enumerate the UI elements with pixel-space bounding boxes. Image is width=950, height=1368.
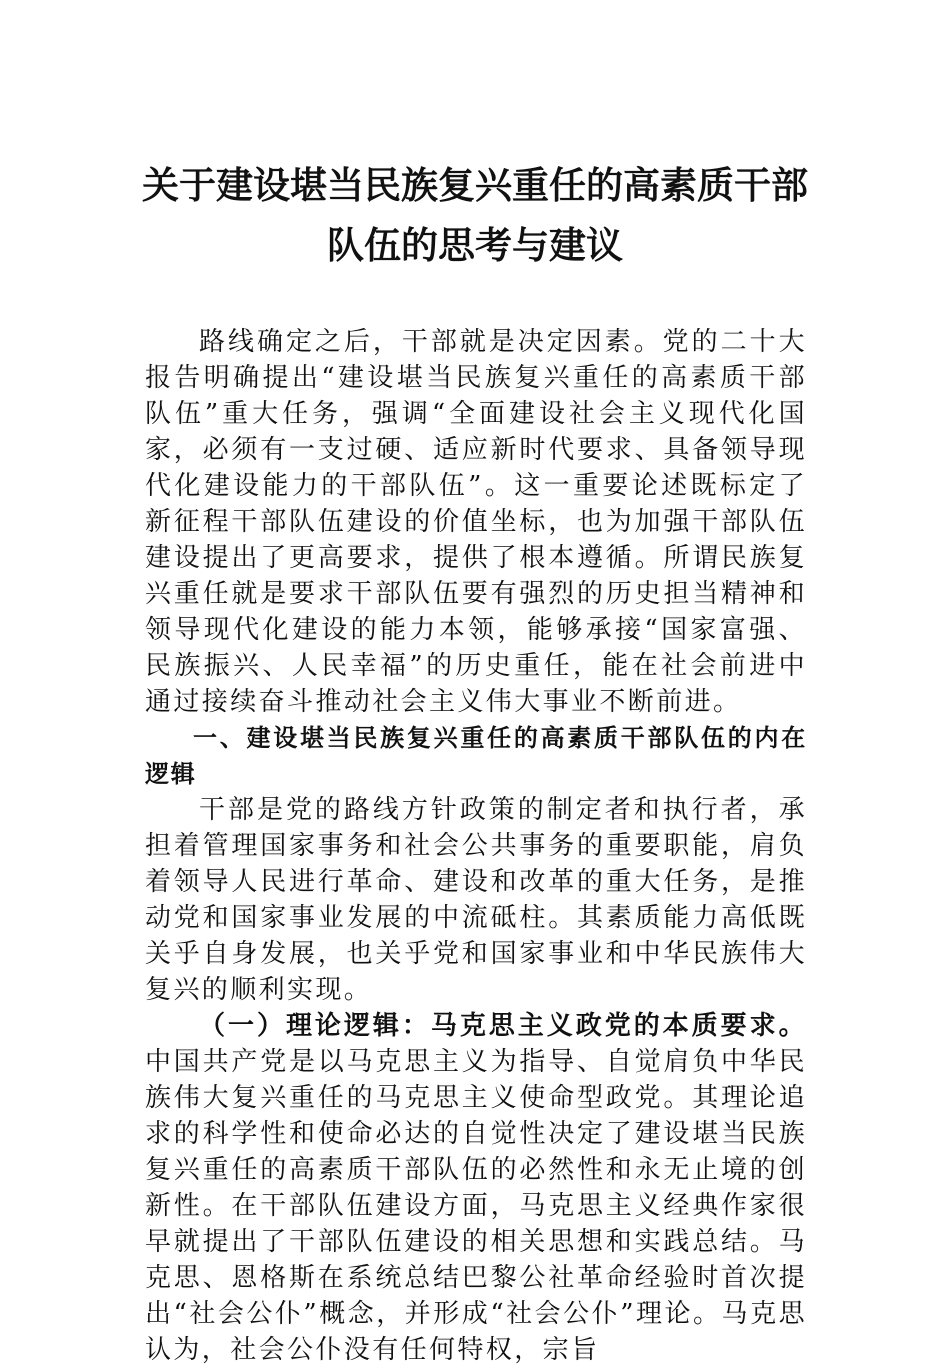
document-title-line-2: 队伍的思考与建议 — [327, 223, 623, 267]
document-title-line-1: 关于建设堪当民族复兴重任的高素质干部 — [142, 163, 808, 207]
subheading-theoretical-logic: （一）理论逻辑：马克思主义政党的本质要求。 — [199, 1011, 807, 1041]
section-heading-1: 一、建设堪当民族复兴重任的高素质干部队伍的内在逻辑 — [145, 724, 807, 788]
paragraph-intro: 路线确定之后，干部就是决定因素。党的二十大报告明确提出“建设堪当民族复兴重任的高素质干部队伍”重大任务，强调“全面建设社会主义现代化国家，必须有一支过硬、适应新时代要求、具备领导现代化建设能力的干部队伍”。这一重要论述既标定了新征程干部队伍建设的价值坐标，也为加强干部队伍建设提出了更高要求，提供了根本遵循。所谓民族复兴重任就是要求干部队伍要有强烈的历史担当精神和领导现代化建设的能力本领，能够承接“国家富强、民族振兴、人民幸福”的历史重任，能在社会前进中通过接续奋斗推动社会主义伟大事业不断前进。 — [145, 327, 807, 717]
document-body — [145, 324, 807, 1368]
paragraph-theoretical-logic — [145, 1008, 807, 1368]
paragraph-cadre-role: 干部是党的路线方针政策的制定者和执行者，承担着管理国家事务和社会公共事务的重要职能，肩负着领导人民进行革命、建设和改革的重大任务，是推动党和国家事业发展的中流砥柱。其素质能力高低既关乎自身发展，也关乎党和国家事业和中华民族伟大复兴的顺利实现。 — [145, 795, 807, 1005]
paragraph-theoretical-logic-text: 中国共产党是以马克思主义为指导、自觉肩负中华民族伟大复兴重任的马克思主义使命型政党。其理论追求的科学性和使命必达的自觉性决定了建设堪当民族复兴重任的高素质干部队伍的必然性和永无止境的创新性。在干部队伍建设方面，马克思主义经典作家很早就提出了干部队伍建设的相关思想和实践总结。马克思、恩格斯在系统总结巴黎公社革命经验时首次提出“社会公仆”概念，并形成“社会公仆”理论。马克思认为，社会公仆没有任何特权，宗旨 — [145, 1047, 807, 1365]
